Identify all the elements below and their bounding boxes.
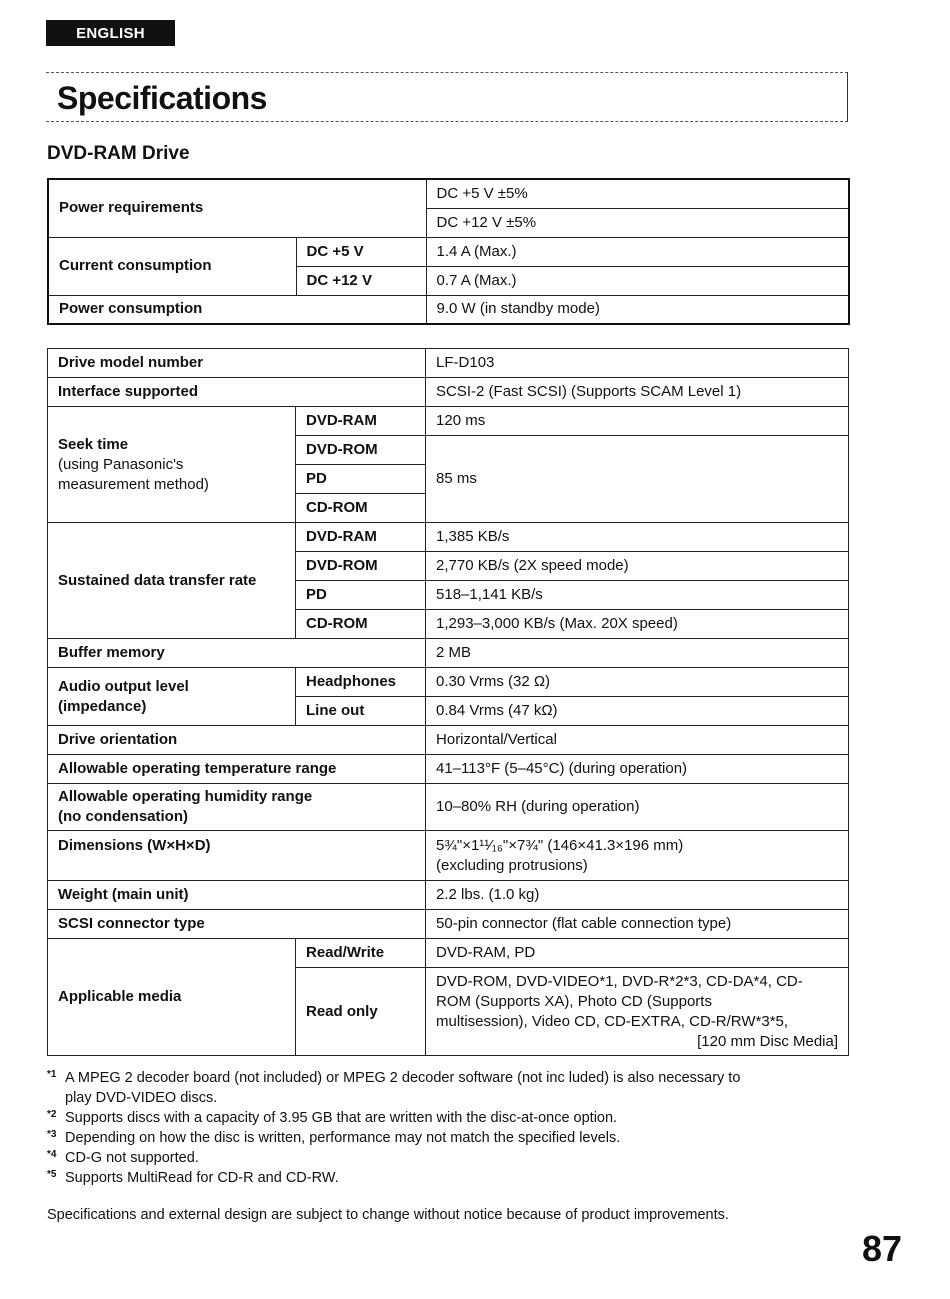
power-requirements-label: Power requirements [48, 179, 426, 237]
current-consumption-label: Current consumption [48, 237, 296, 295]
media-sub-readonly: Read only [296, 968, 426, 1056]
transfer-value-dvdrom: 2,770 KB/s (2X speed mode) [426, 552, 849, 581]
transfer-sub-pd: PD [296, 581, 426, 610]
drive-spec-table [47, 348, 849, 1056]
buffer-memory-value: 2 MB [426, 639, 849, 668]
table-row [48, 668, 849, 697]
current-sub-12v: DC +12 V [296, 266, 426, 295]
page-title: Specifications [57, 80, 267, 116]
footnote-marker: *2 [47, 1109, 57, 1120]
drive-orientation-value: Horizontal/Vertical [426, 726, 849, 755]
media-value-readonly [426, 968, 849, 1056]
media-readonly-line3: multisession), Video CD, CD-EXTRA, CD-R/RW*3*5, [436, 1012, 789, 1030]
audio-sub-lineout: Line out [296, 697, 426, 726]
table-row [48, 639, 849, 668]
power-spec-table [47, 178, 850, 325]
seek-sub-dvdram: DVD-RAM [296, 407, 426, 436]
table-row [48, 295, 849, 324]
scsi-connector-value: 50-pin connector (flat cable connection type) [426, 910, 849, 939]
media-readonly-line4: [120 mm Disc Media] [697, 1032, 839, 1050]
transfer-sub-cdrom: CD-ROM [296, 610, 426, 639]
language-badge [46, 20, 175, 46]
page-number: 87 [862, 1228, 903, 1269]
language-label: ENGLISH [76, 24, 145, 42]
dimensions-value-line2: (excluding protrusions) [436, 856, 588, 874]
interface-label: Interface supported [48, 378, 426, 407]
footnote-2 [47, 1108, 852, 1128]
weight-label: Weight (main unit) [48, 881, 426, 910]
table-row [48, 378, 849, 407]
audio-output-title: Audio output level [58, 677, 189, 695]
seek-time-note-2: measurement method) [58, 475, 209, 493]
table-row [48, 179, 849, 208]
operating-humidity-value: 10–80% RH (during operation) [426, 784, 849, 831]
footnotes [47, 1068, 852, 1188]
footnote-3 [47, 1128, 852, 1148]
footnote-marker: *4 [47, 1149, 57, 1160]
table-row [48, 523, 849, 552]
drive-orientation-label: Drive orientation [48, 726, 426, 755]
footnote-1 [47, 1068, 852, 1108]
current-value-12v: 0.7 A (Max.) [426, 266, 849, 295]
dimensions-label: Dimensions (W×H×D) [48, 831, 426, 881]
transfer-value-cdrom: 1,293–3,000 KB/s (Max. 20X speed) [426, 610, 849, 639]
footnote-text: Depending on how the disc is written, performance may not match the specified levels. [65, 1130, 621, 1146]
footnote-text: Supports discs with a capacity of 3.95 GB that are written with the disc-at-once option. [65, 1110, 618, 1126]
footnote-marker: *1 [47, 1069, 57, 1080]
table-row [48, 910, 849, 939]
transfer-sub-dvdram: DVD-RAM [296, 523, 426, 552]
current-sub-5v: DC +5 V [296, 237, 426, 266]
weight-value: 2.2 lbs. (1.0 kg) [426, 881, 849, 910]
table-row [48, 755, 849, 784]
drive-model-value: LF-D103 [426, 349, 849, 378]
operating-humidity-subtitle: (no condensation) [58, 808, 188, 825]
transfer-sub-dvdrom: DVD-ROM [296, 552, 426, 581]
operating-humidity-title: Allowable operating humidity range [58, 788, 313, 805]
seek-sub-cdrom: CD-ROM [296, 494, 426, 523]
dimensions-value [426, 831, 849, 881]
footnote-text-cont: play DVD-VIDEO discs. [65, 1090, 218, 1106]
interface-value: SCSI-2 (Fast SCSI) (Supports SCAM Level 1) [426, 378, 849, 407]
dimensions-value-line1: 5¾"×1¹¹⁄₁₆"×7¾" (146×41.3×196 mm) [436, 836, 684, 854]
footnote-text: CD-G not supported. [65, 1150, 199, 1166]
operating-temp-value: 41–113°F (5–45°C) (during operation) [426, 755, 849, 784]
operating-humidity-label [48, 784, 426, 831]
audio-output-subtitle: (impedance) [58, 697, 147, 715]
audio-output-label [48, 668, 296, 726]
table-row [48, 881, 849, 910]
power-consumption-value: 9.0 W (in standby mode) [426, 295, 849, 324]
table-row [48, 939, 849, 968]
operating-temp-label: Allowable operating temperature range [48, 755, 426, 784]
audio-value-headphones: 0.30 Vrms (32 Ω) [426, 668, 849, 697]
footnote-text: Supports MultiRead for CD-R and CD-RW. [65, 1170, 339, 1186]
power-requirements-value-12v: DC +12 V ±5% [426, 208, 849, 237]
seek-sub-pd: PD [296, 465, 426, 494]
transfer-value-dvdram: 1,385 KB/s [426, 523, 849, 552]
transfer-rate-label: Sustained data transfer rate [48, 523, 296, 639]
drive-model-label: Drive model number [48, 349, 426, 378]
power-requirements-value-5v: DC +5 V ±5% [426, 179, 849, 208]
seek-value-others: 85 ms [426, 436, 849, 523]
scsi-connector-label: SCSI connector type [48, 910, 426, 939]
current-value-5v: 1.4 A (Max.) [426, 237, 849, 266]
disclaimer-text: Specifications and external design are subject to change without notice because of product improvements. [47, 1207, 729, 1223]
footnote-marker: *5 [47, 1169, 57, 1180]
seek-sub-dvdrom: DVD-ROM [296, 436, 426, 465]
audio-sub-headphones: Headphones [296, 668, 426, 697]
media-sub-readwrite: Read/Write [296, 939, 426, 968]
table-row [48, 349, 849, 378]
table-row [48, 237, 849, 266]
media-readonly-line2: ROM (Supports XA), Photo CD (Supports [436, 992, 712, 1010]
audio-value-lineout: 0.84 Vrms (47 kΩ) [426, 697, 849, 726]
footnote-5 [47, 1168, 852, 1188]
media-value-readwrite: DVD-RAM, PD [426, 939, 849, 968]
table-row [48, 726, 849, 755]
footnote-4 [47, 1148, 852, 1168]
transfer-value-pd: 518–1,141 KB/s [426, 581, 849, 610]
table-row [48, 831, 849, 881]
table-row [48, 784, 849, 831]
applicable-media-label: Applicable media [48, 939, 296, 1056]
seek-time-label [48, 407, 296, 523]
footnote-marker: *3 [47, 1129, 57, 1140]
section-heading: DVD-RAM Drive [47, 143, 190, 164]
power-consumption-label: Power consumption [48, 295, 426, 324]
seek-time-note-1: (using Panasonic's [58, 455, 184, 473]
buffer-memory-label: Buffer memory [48, 639, 426, 668]
media-readonly-line1: DVD-ROM, DVD-VIDEO*1, DVD-R*2*3, CD-DA*4, CD- [436, 972, 803, 990]
seek-value-dvdram: 120 ms [426, 407, 849, 436]
table-row [48, 407, 849, 436]
seek-time-title: Seek time [58, 435, 129, 453]
footnote-text: A MPEG 2 decoder board (not included) or MPEG 2 decoder software (not inc luded) is also necessary to [65, 1070, 741, 1086]
